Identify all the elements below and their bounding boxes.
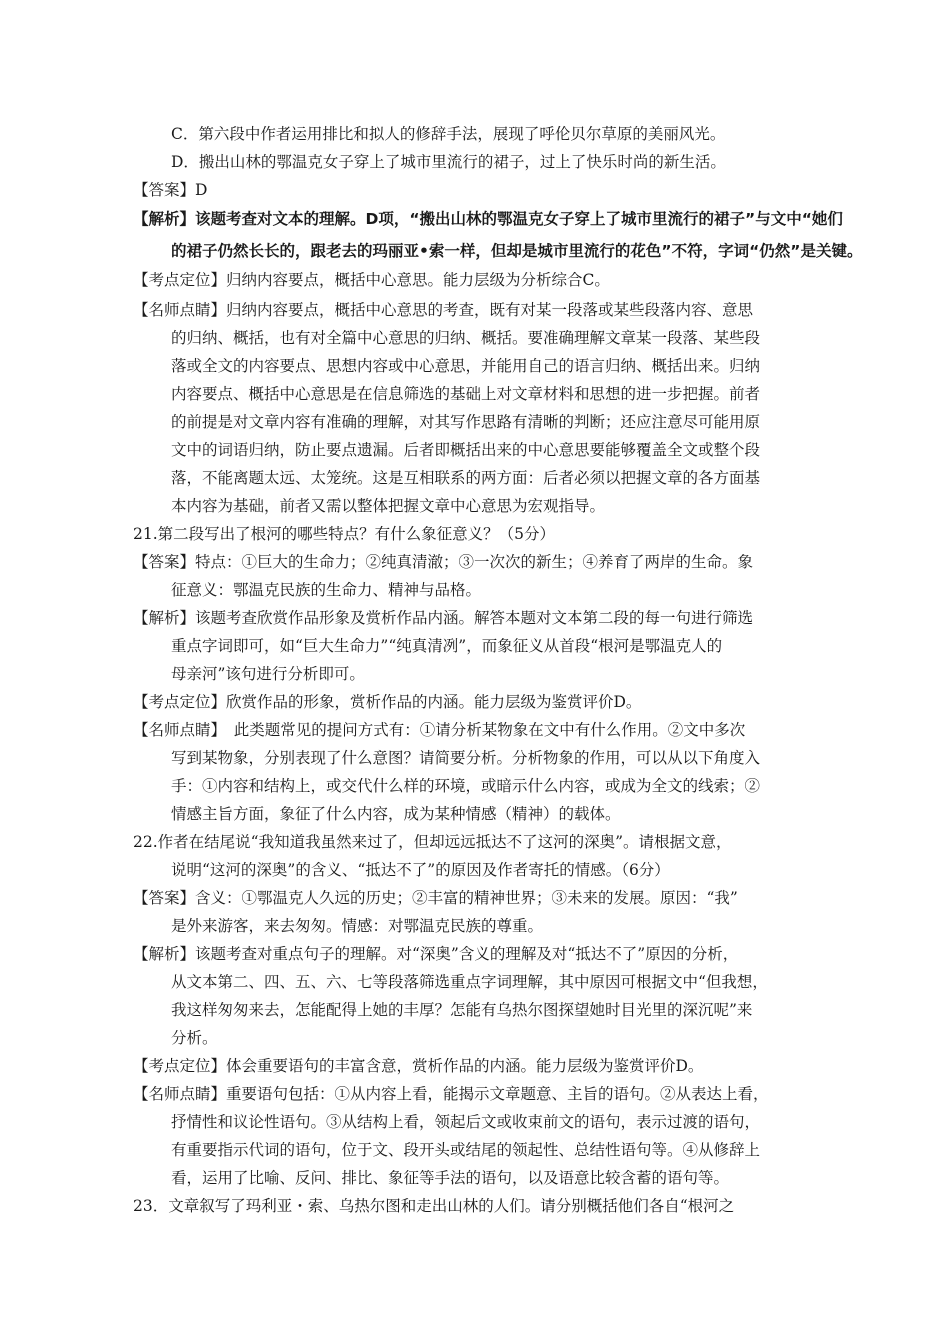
teacher-note-line: 本内容为基础，前者又需以整体把握文章中心意思为宏观指导。 — [171, 497, 606, 515]
option-c: C．第六段中作者运用排比和拟人的修辞手法，展现了呼伦贝尔草原的美丽风光。 — [171, 125, 726, 143]
teacher-note-line: 看，运用了比喻、反问、排比、象征等手法的语句，以及语意比较含蓄的语句等。 — [171, 1169, 730, 1187]
question-23: 23．文章叙写了玛利亚・索、乌热尔图和走出山林的人们。请分别概括他们各自“根河之 — [133, 1197, 735, 1215]
teacher-note-line: 文中的词语归纳，防止要点遗漏。后者即概括出来的中心意思要能够覆盖全文或整个段 — [171, 441, 761, 459]
analysis-line: 分析。 — [171, 1029, 218, 1047]
answer-line: 征意义：鄂温克民族的生命力、精神与品格。 — [171, 581, 482, 599]
teacher-note-line: 【名师点睛】归纳内容要点，概括中心意思的考查，既有对某一段落或某些段落内容、意思 — [133, 301, 754, 319]
teacher-note-line: 有重要指示代词的语句，位于文、段开头或结尾的领起性、总结性语句等。④从修辞上 — [171, 1141, 761, 1159]
teacher-note-line: 的前提是对文章内容有准确的理解，对其写作思路有清晰的判断；还应注意尽可能用原 — [171, 413, 761, 431]
question-22: 说明“这河的深奥”的含义、“抵达不了”的原因及作者寄托的情感。（6分） — [171, 861, 670, 879]
analysis-line: 【解析】该题考查欣赏作品形象及赏析作品内涵。解答本题对文本第二段的每一句进行筛选 — [133, 609, 754, 627]
key-point-line: 【考点定位】归纳内容要点，概括中心意思。能力层级为分析综合C。 — [133, 271, 610, 289]
analysis-line: 母亲河”该句进行分析即可。 — [171, 665, 365, 683]
question-21: 21.第二段写出了根河的哪些特点？有什么象征意义？（5分） — [133, 525, 556, 543]
analysis-line: 我这样匆匆来去，怎能配得上她的丰厚？怎能有乌热尔图探望她时目光里的深沉呢”来 — [171, 1001, 753, 1019]
analysis-line: 【解析】该题考查对文本的理解。D项，“搬出山林的鄂温克女子穿上了城市里流行的裙子”与文中“她们 — [133, 210, 843, 228]
teacher-note-line: 抒情性和议论性语句。③从结构上看，领起后文或收束前文的语句，表示过渡的语句， — [171, 1113, 761, 1131]
teacher-note-line: 的归纳、概括，也有对全篇中心意思的归纳、概括。要准确理解文章某一段落、某些段 — [171, 329, 761, 347]
answer-line: 【答案】特点：①巨大的生命力；②纯真清澈；③一次次的新生；④养育了两岸的生命。象 — [133, 553, 754, 571]
analysis-line: 从文本第二、四、五、六、七等段落筛选重点字词理解，其中原因可根据文中“但我想， — [171, 973, 768, 991]
answer-line: 【答案】D — [133, 181, 208, 199]
teacher-note-line: 【名师点睛】 此类题常见的提问方式有：①请分析某物象在文中有什么作用。②文中多次 — [133, 721, 746, 739]
teacher-note-line: 落或全文的内容要点、思想内容或中心意思，并能用自己的语言归纳、概括出来。归纳 — [171, 357, 761, 375]
teacher-note-line: 落，不能离题太远、太笼统。这是互相联系的两方面：后者必须以把握文章的各方面基 — [171, 469, 761, 487]
question-22: 22.作者在结尾说“我知道我虽然来过了，但却远远抵达不了这河的深奥”。请根据文意， — [133, 833, 732, 851]
option-d: D．搬出山林的鄂温克女子穿上了城市里流行的裙子，过上了快乐时尚的新生活。 — [171, 153, 726, 171]
answer-line: 是外来游客，来去匆匆。情感：对鄂温克民族的尊重。 — [171, 917, 544, 935]
answer-line: 【答案】含义：①鄂温克人久远的历史；②丰富的精神世界；③未来的发展。原因：“我” — [133, 889, 738, 907]
key-point-line: 【考点定位】体会重要语句的丰富含意，赏析作品的内涵。能力层级为鉴赏评价D。 — [133, 1057, 704, 1075]
teacher-note-line: 【名师点睛】重要语句包括：①从内容上看，能揭示文章题意、主旨的语句。②从表达上看， — [133, 1085, 769, 1103]
teacher-note-line: 内容要点、概括中心意思是在信息筛选的基础上对文章材料和思想的进一步把握。前者 — [171, 385, 761, 403]
analysis-line: 重点字词即可，如“巨大生命力”“纯真清冽”，而象征义从首段“根河是鄂温克人的 — [171, 637, 723, 655]
analysis-line: 的裙子仍然长长的，跟老去的玛丽亚•索一样，但却是城市里流行的花色”不符，字词“仍然”是关键。 — [171, 242, 863, 260]
teacher-note-line: 情感主旨方面，象征了什么内容，成为某种情感（精神）的载体。 — [171, 805, 621, 823]
analysis-line: 【解析】该题考查对重点句子的理解。对“深奥”含义的理解及对“抵达不了”原因的分析， — [133, 945, 739, 963]
teacher-note-line: 手：①内容和结构上，或交代什么样的环境，或暗示什么内容，或成为全文的线索；② — [171, 777, 761, 795]
teacher-note-line: 写到某物象，分别表现了什么意图？请简要分析。分析物象的作用，可以从以下角度入 — [171, 749, 761, 767]
key-point-line: 【考点定位】欣赏作品的形象，赏析作品的内涵。能力层级为鉴赏评价D。 — [133, 693, 642, 711]
